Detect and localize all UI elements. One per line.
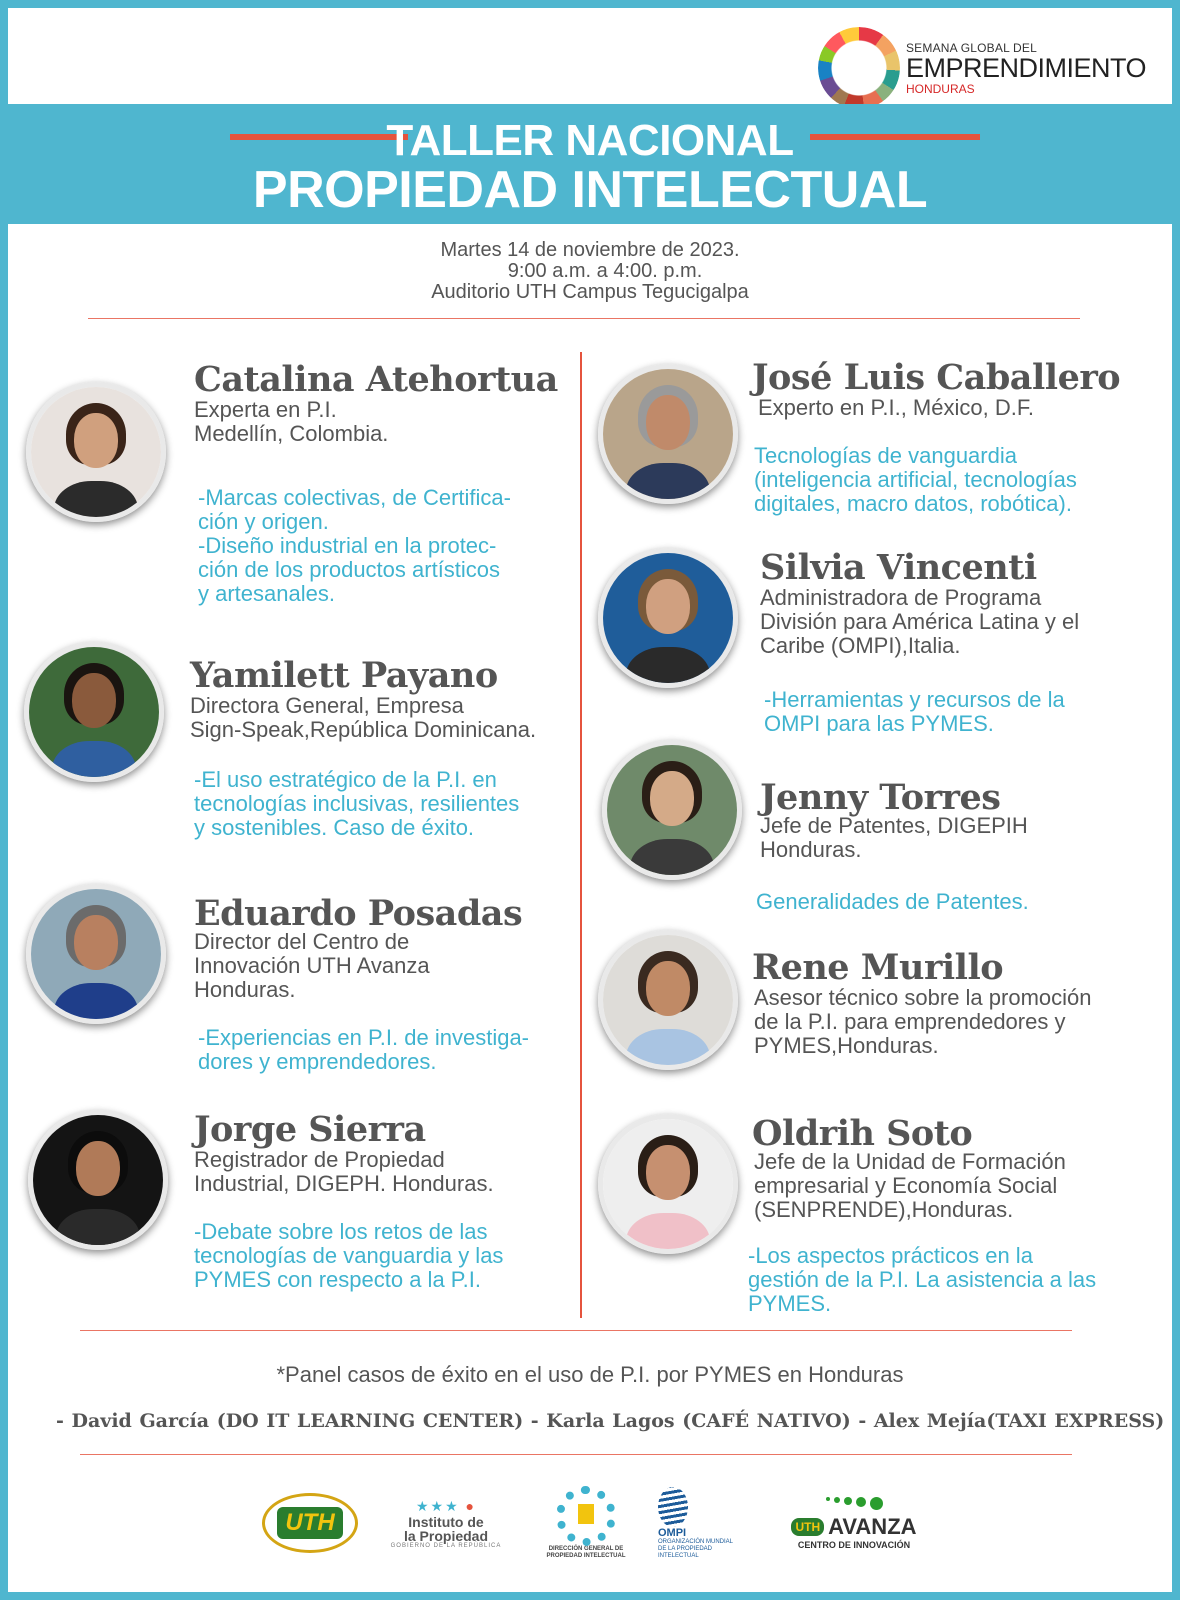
event-time: 9:00 a.m. a 4:00. p.m. [507,260,703,282]
panel-guests: - David García (DO IT LEARNING CENTER) - Karla Lagos (CAFÉ NATIVO) - Alex Mejía(TAXI EXPRESS) [56,1410,1165,1432]
dots-icon [826,1497,883,1510]
digepih-line-2: PROPIEDAD INTELECTUAL [546,1553,626,1559]
speaker-name: Jorge Sierra [194,1109,426,1150]
title-line-2: PROPIEDAD INTELECTUAL [252,161,928,219]
speaker-topic: Generalidades de Patentes. [756,889,1029,914]
ompi-globe-icon [658,1487,688,1527]
stars-icon: ★★★ ● [415,1497,476,1514]
speaker-topic: -Experiencias en P.I. de investiga- dores y emprendedores. [198,1025,529,1074]
logo-line-2: EMPRENDIMIENTO [905,52,1146,83]
divider-bottom [80,1454,1072,1455]
speaker-role: Asesor técnico sobre la promoción de la P.I. para emprendedores y PYMES,Honduras. [754,985,1092,1058]
ompi-text: OMPI [658,1526,687,1539]
poster [8,8,1172,1592]
ompi-sub-2: DE LA PROPIEDAD [658,1545,713,1552]
speaker-photo [598,548,738,688]
speaker-name: Rene Murillo [752,947,1004,988]
avanza-text: AVANZA [828,1513,917,1539]
avanza-sub: CENTRO DE INNOVACIÓN [797,1539,911,1550]
speaker-photo [598,1114,738,1254]
ip-sub: GOBIERNO DE LA REPÚBLICA [390,1542,502,1549]
semana-global-logo [818,26,1146,110]
speaker-topic: -Marcas colectivas, de Certifica- ción y origen. -Diseño industrial en la protec- ción de los productos artísticos y artesanales. [198,485,511,606]
event-date: Martes 14 de noviembre de 2023. [440,239,740,261]
speaker-role: Jefe de Patentes, DIGEPIH Honduras. [760,813,1028,862]
speaker-name: Jenny Torres [760,777,1001,818]
speaker-role: Director del Centro de Innovación UTH Avanza Honduras. [194,929,430,1002]
speaker-photo [602,740,742,880]
speaker-role: Registrador de Propiedad Industrial, DIGEPH. Honduras. [194,1147,494,1196]
ompi-sub-3: INTELECTUAL [658,1552,699,1559]
speaker-photo [24,642,164,782]
speaker-topic: Tecnologías de vanguardia (inteligencia artificial, tecnologías digitales, macro datos, robótica). [754,443,1077,516]
speaker-photo [598,930,738,1070]
logo-line-3: HONDURAS [905,81,975,96]
speaker-photo [26,884,166,1024]
column-divider [580,352,582,1318]
speaker-role: Jefe de la Unidad de Formación empresarial y Economía Social (SENPRENDE),Honduras. [754,1149,1066,1222]
ip-line-1: Instituto de [408,1513,484,1530]
event-details [8,240,1172,303]
gear-icon [556,1486,616,1546]
uth-avanza-logo [780,1478,928,1568]
speaker-name: José Luis Caballero [752,357,1121,398]
logo-line-1: SEMANA GLOBAL DEL [905,40,1037,55]
speaker-role: Experta en P.I. Medellín, Colombia. [194,397,389,446]
title-line-1: TALLER NACIONAL [386,116,794,165]
digepih-line-1: DIRECCIÓN GENERAL DE [548,1546,624,1552]
speaker-role: Experto en P.I., México, D.F. [758,395,1034,420]
avanza-uth-text: UTH [791,1518,824,1536]
color-ring-icon [818,27,900,109]
divider-top [88,318,1080,319]
speaker-role: Administradora de Programa División para América Latina y el Caribe (OMPI),Italia. [760,585,1080,658]
speaker-topic: -El uso estratégico de la P.I. en tecnologías inclusivas, resilientes y sostenibles. Caso de éxito. [194,767,520,840]
instituto-propiedad-logo [386,1478,506,1568]
speaker-topic: -Los aspectos prácticos en la gestión de la P.I. La asistencia a las PYMES. [748,1243,1097,1316]
ompi-sub-1: ORGANIZACIÓN MUNDIAL [658,1538,734,1545]
event-venue: Auditorio UTH Campus Tegucigalpa [431,281,749,303]
speaker-topic: -Herramientas y recursos de la OMPI para las PYMES. [764,687,1065,736]
speaker-name: Oldrih Soto [752,1113,973,1154]
divider-middle [80,1330,1072,1331]
title-banner [8,104,1172,224]
speaker-name: Catalina Atehortua [194,359,558,400]
uth-logo-text: UTH [277,1507,342,1539]
speaker-name: Silvia Vincenti [760,547,1037,588]
speaker-topic: -Debate sobre los retos de las tecnologías de vanguardia y las PYMES con respecto a la P.I. [194,1219,504,1292]
speaker-name: Yamilett Payano [190,655,498,696]
ip-line-2: la Propiedad [403,1527,489,1544]
speaker-photo [26,382,166,522]
speaker-photo [598,364,738,504]
uth-logo [258,1478,362,1568]
digepih-logo [536,1478,636,1568]
panel-title: *Panel casos de éxito en el uso de P.I. por PYMES en Honduras [276,1362,904,1387]
ompi-logo [658,1478,768,1568]
speaker-photo [28,1110,168,1250]
speaker-name: Eduardo Posadas [194,893,523,934]
speaker-role: Directora General, Empresa Sign-Speak,República Dominicana. [190,693,537,742]
